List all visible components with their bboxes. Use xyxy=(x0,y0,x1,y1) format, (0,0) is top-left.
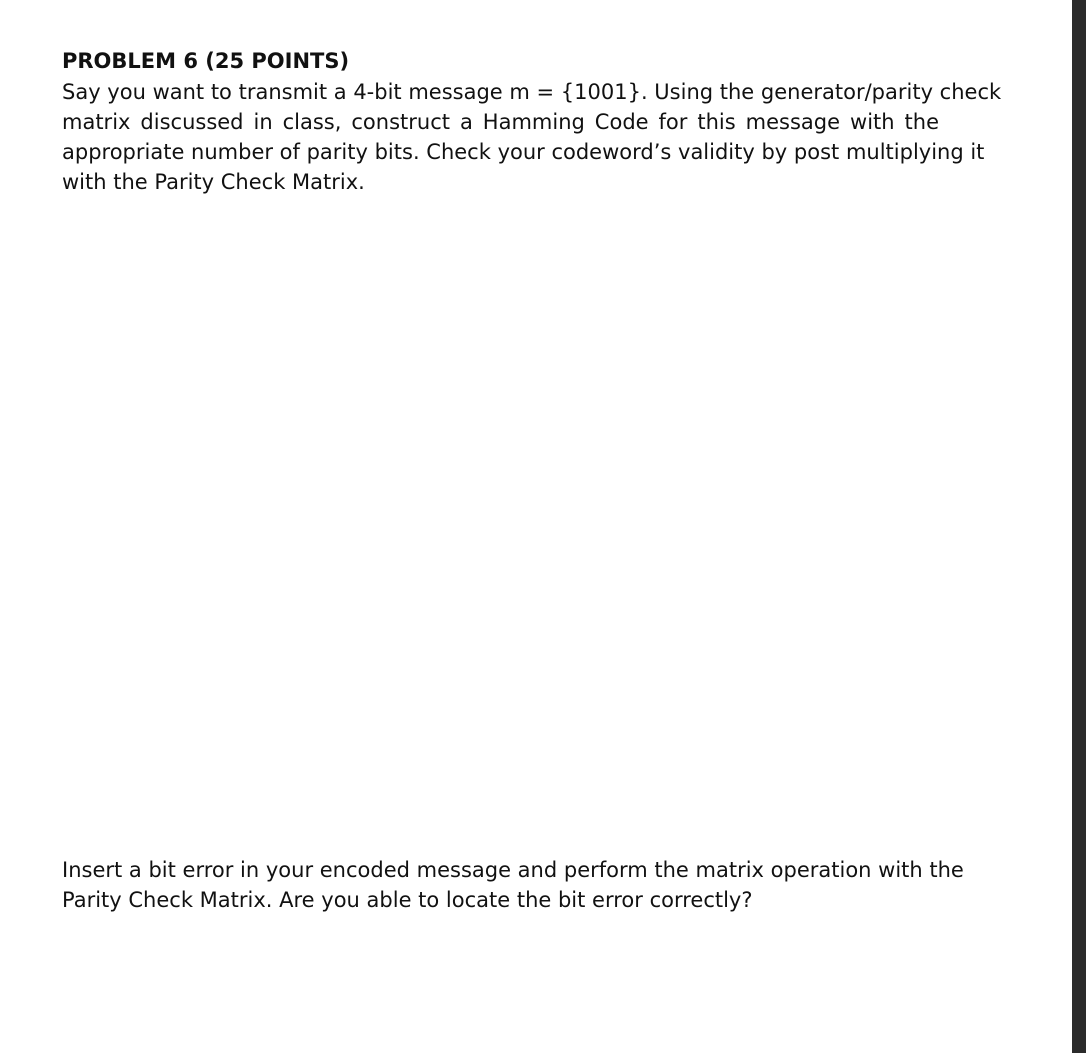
followup-question-line: Parity Check Matrix. Are you able to locate the bit error correctly? xyxy=(62,888,753,912)
followup-question xyxy=(62,855,962,915)
problem-title: PROBLEM 6 (25 POINTS) xyxy=(62,49,350,73)
problem-statement xyxy=(62,77,1002,197)
problem-statement-line: matrix discussed in class, construct a Hamming Code for this message with the xyxy=(62,110,939,134)
problem-statement-line: Say you want to transmit a 4-bit message m = {1001}. Using the generator/parity check xyxy=(62,80,1002,104)
window-edge xyxy=(1072,0,1086,1053)
problem-statement-line: appropriate number of parity bits. Check your codeword’s validity by post multiplying it xyxy=(62,140,985,164)
followup-question-line: Insert a bit error in your encoded message and perform the matrix operation with the xyxy=(62,858,964,882)
problem-statement-line: with the Parity Check Matrix. xyxy=(62,170,365,194)
